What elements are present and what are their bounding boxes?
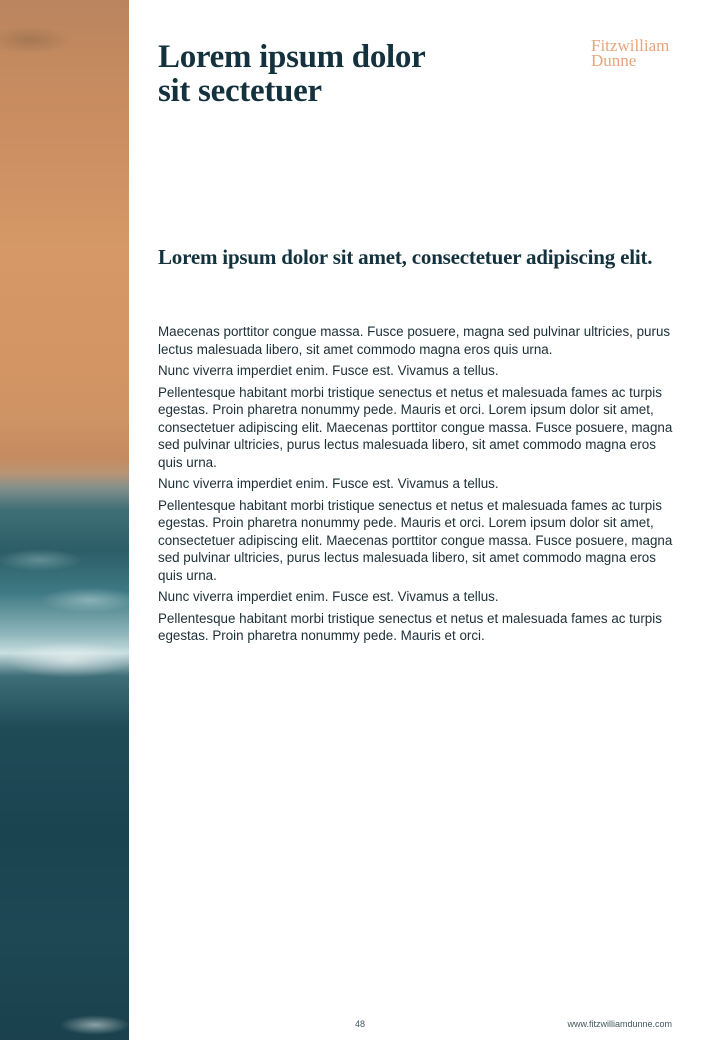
brand-logo	[591, 38, 691, 68]
brand-logo-line-1: Fitzwilliam	[591, 36, 670, 55]
page-number: 48	[354, 1019, 365, 1029]
paragraph: Pellentesque habitant morbi tristique senectus et netus et malesuada fames ac turpis egestas. Proin pharetra nonummy pede. Mauris et orci.	[158, 610, 662, 643]
section-subheading: Lorem ipsum dolor sit amet, consectetuer adipiscing elit.	[158, 245, 653, 269]
paragraph: Nunc viverra imperdiet enim. Fusce est. Vivamus a tellus.	[158, 589, 499, 604]
paragraph: Maecenas porttitor congue massa. Fusce posuere, magna sed pulvinar ultricies, purus lectus malesuada libero, sit amet commodo magna eros quis urna.	[158, 324, 671, 357]
paragraph: Pellentesque habitant morbi tristique senectus et netus et malesuada fames ac turpis egestas. Proin pharetra nonummy pede. Mauris et orci. Lorem ipsum dolor sit amet, consectetuer adipiscing elit. Maecenas porttitor congue massa. Fusce posuere, magna sed pulvinar ultricies, purus lectus malesuada libero, sit amet commodo magna eros quis urna.	[158, 384, 673, 470]
aerial-beach-photo	[0, 0, 129, 1040]
page-title-line-1: Lorem ipsum dolor	[158, 39, 426, 75]
page-title-line-2: sit sectetuer	[158, 73, 322, 109]
paragraph: Nunc viverra imperdiet enim. Fusce est. Vivamus a tellus.	[158, 476, 499, 491]
brand-logo-line-2: Dunne	[591, 51, 637, 70]
page-title	[158, 40, 478, 108]
footer-website-link[interactable]: www.fitzwilliamdunne.com	[567, 1019, 672, 1029]
paragraph: Pellentesque habitant morbi tristique senectus et netus et malesuada fames ac turpis egestas. Proin pharetra nonummy pede. Mauris et orci. Lorem ipsum dolor sit amet, consectetuer adipiscing elit. Maecenas porttitor congue massa. Fusce posuere, magna sed pulvinar ultricies, purus lectus malesuada libero, sit amet commodo magna eros quis urna.	[158, 497, 673, 583]
body-text	[158, 323, 673, 649]
paragraph: Nunc viverra imperdiet enim. Fusce est. Vivamus a tellus.	[158, 363, 499, 378]
